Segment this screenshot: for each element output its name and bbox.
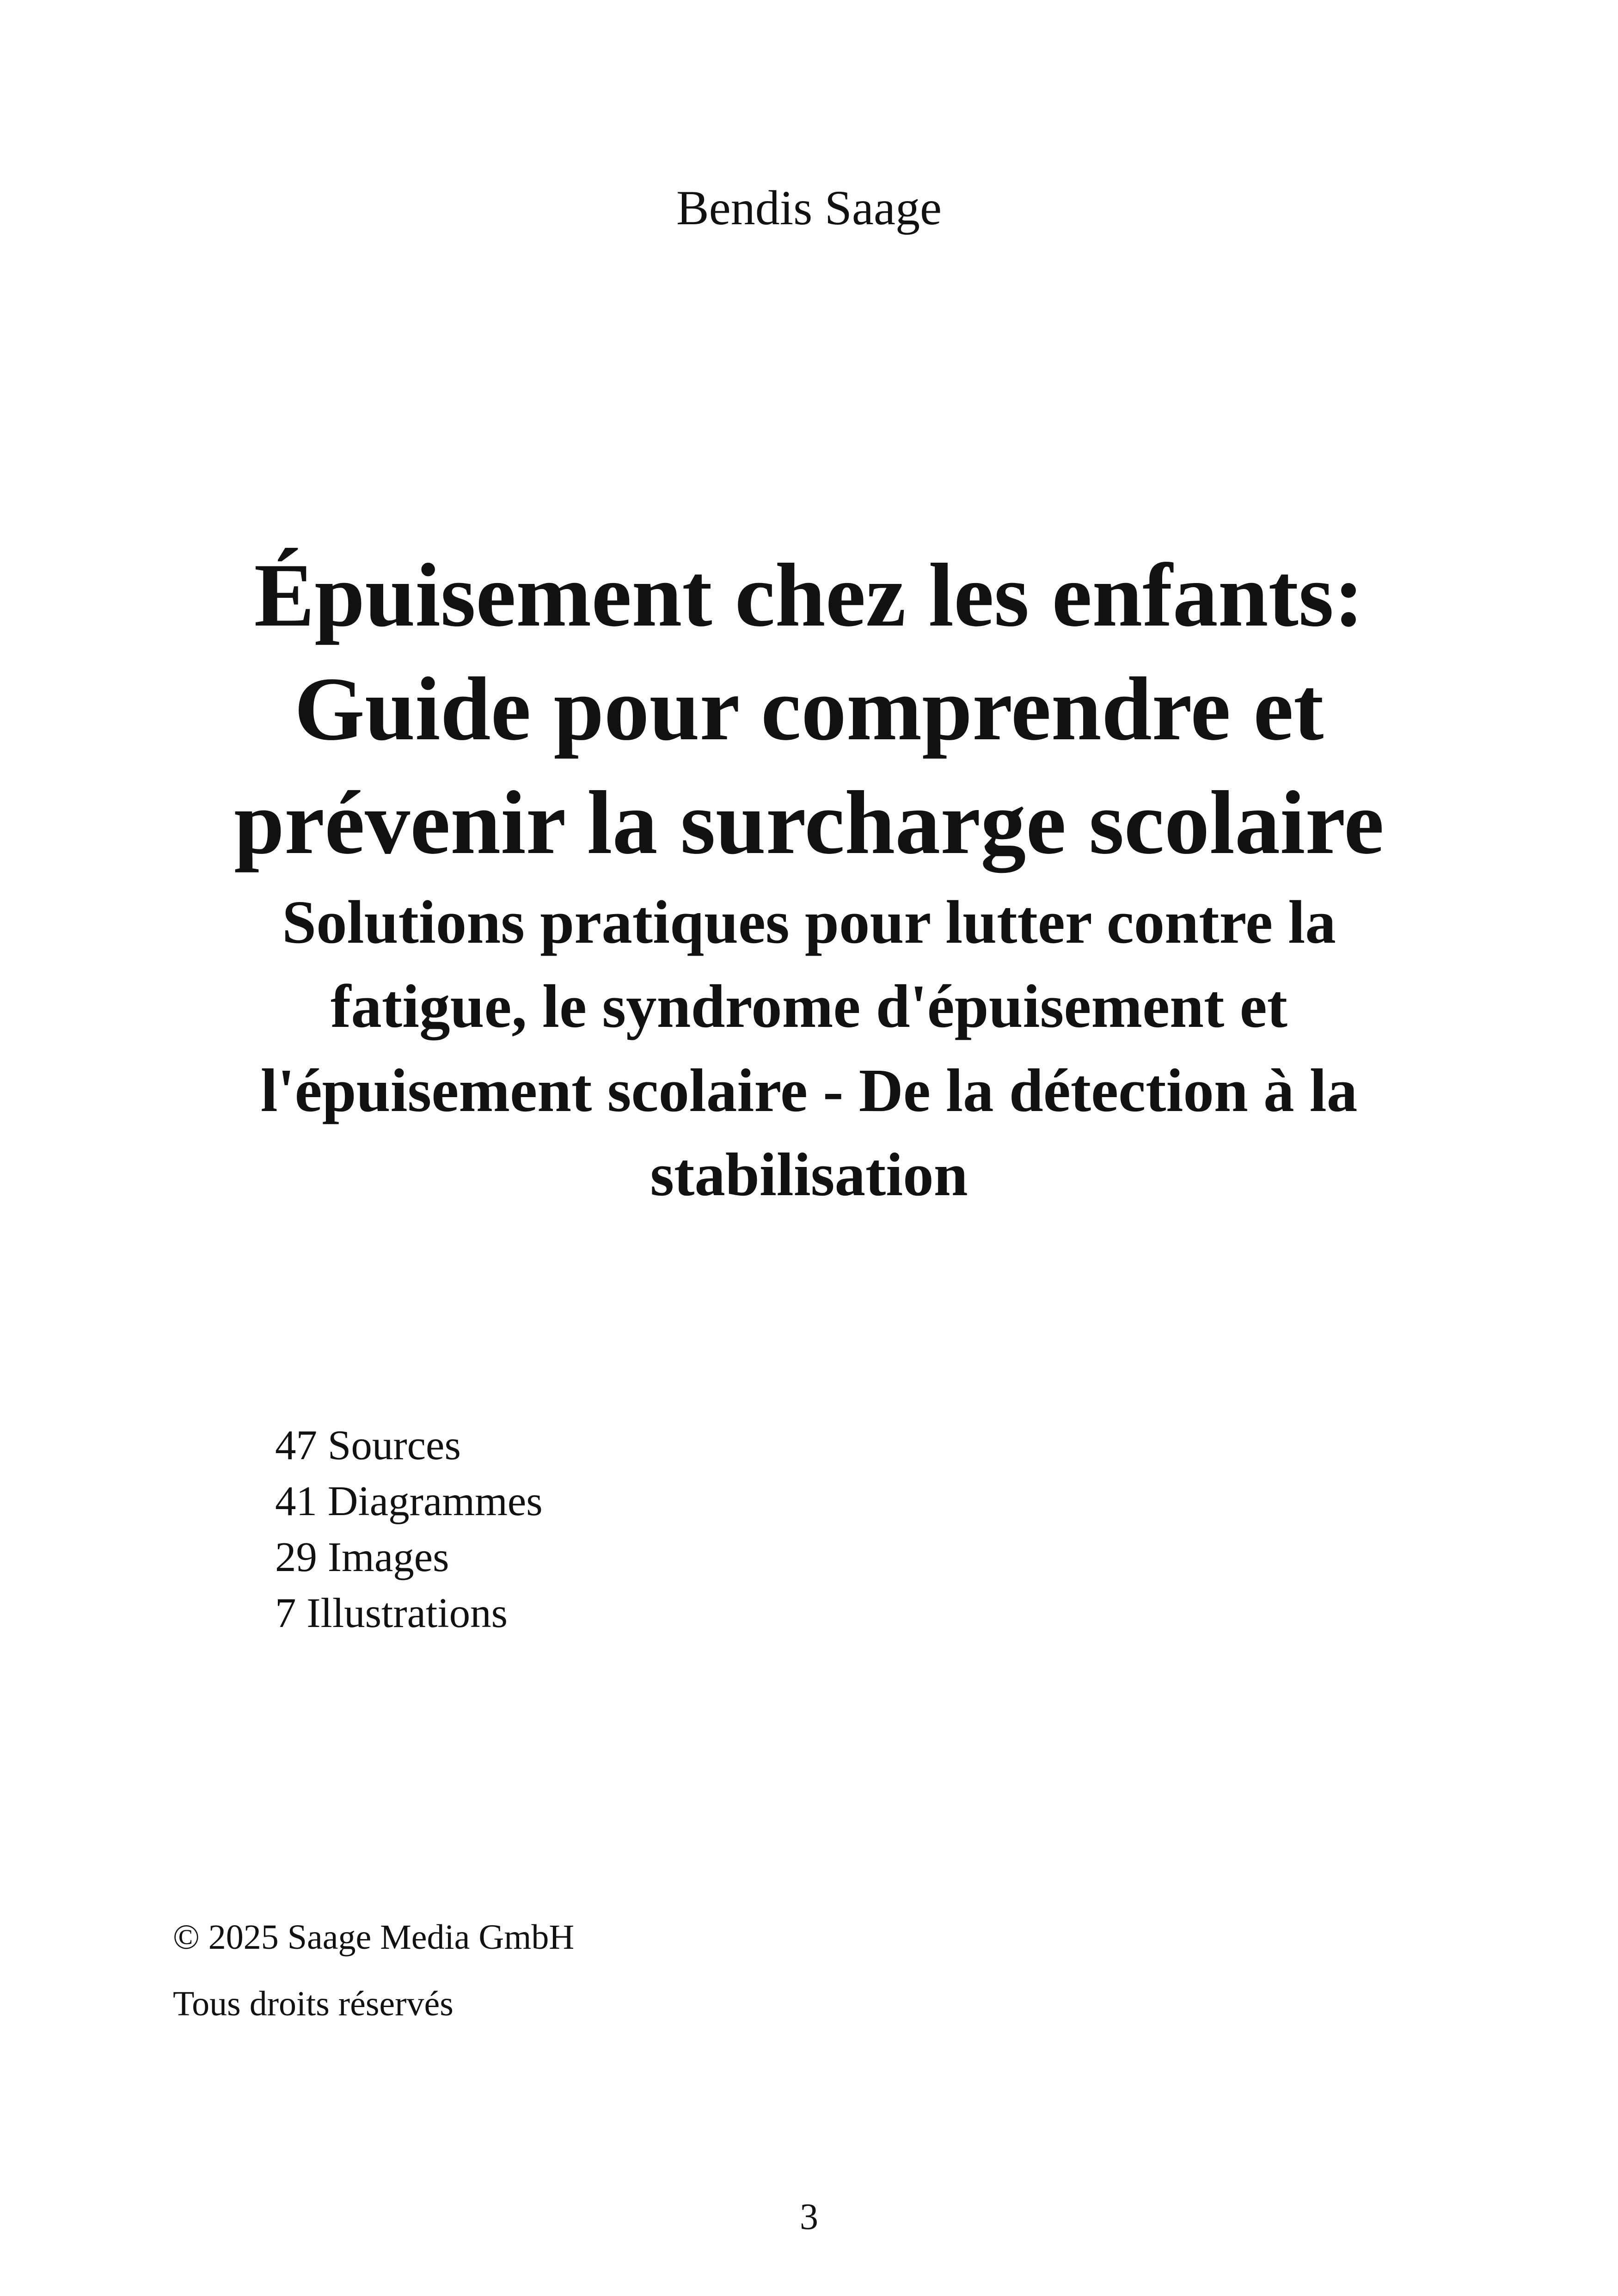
content-stats-list <box>275 1417 543 1641</box>
title-line: prévenir la surcharge scolaire <box>234 773 1384 873</box>
title-line: Épuisement chez les enfants: <box>254 545 1364 645</box>
subtitle-line: fatigue, le syndrome d'épuisement et <box>331 972 1287 1040</box>
stat-diagrams: 41 Diagrammes <box>275 1478 543 1524</box>
author-name: Bendis Saage <box>676 181 942 235</box>
title-line: Guide pour comprendre et <box>294 659 1324 759</box>
subtitle-line: stabilisation <box>650 1140 968 1209</box>
rights-notice: Tous droits réservés <box>173 1984 454 2023</box>
copyright-notice: © 2025 Saage Media GmbH <box>173 1918 575 1957</box>
stat-sources: 47 Sources <box>275 1422 461 1468</box>
book-title-block <box>92 539 1526 1216</box>
stat-illustrations: 7 Illustrations <box>275 1590 508 1636</box>
stat-images: 29 Images <box>275 1534 449 1580</box>
subtitle-line: Solutions pratiques pour lutter contre la <box>282 888 1336 956</box>
page-number: 3 <box>800 2197 818 2237</box>
subtitle-line: l'épuisement scolaire - De la détection à la <box>260 1056 1358 1124</box>
